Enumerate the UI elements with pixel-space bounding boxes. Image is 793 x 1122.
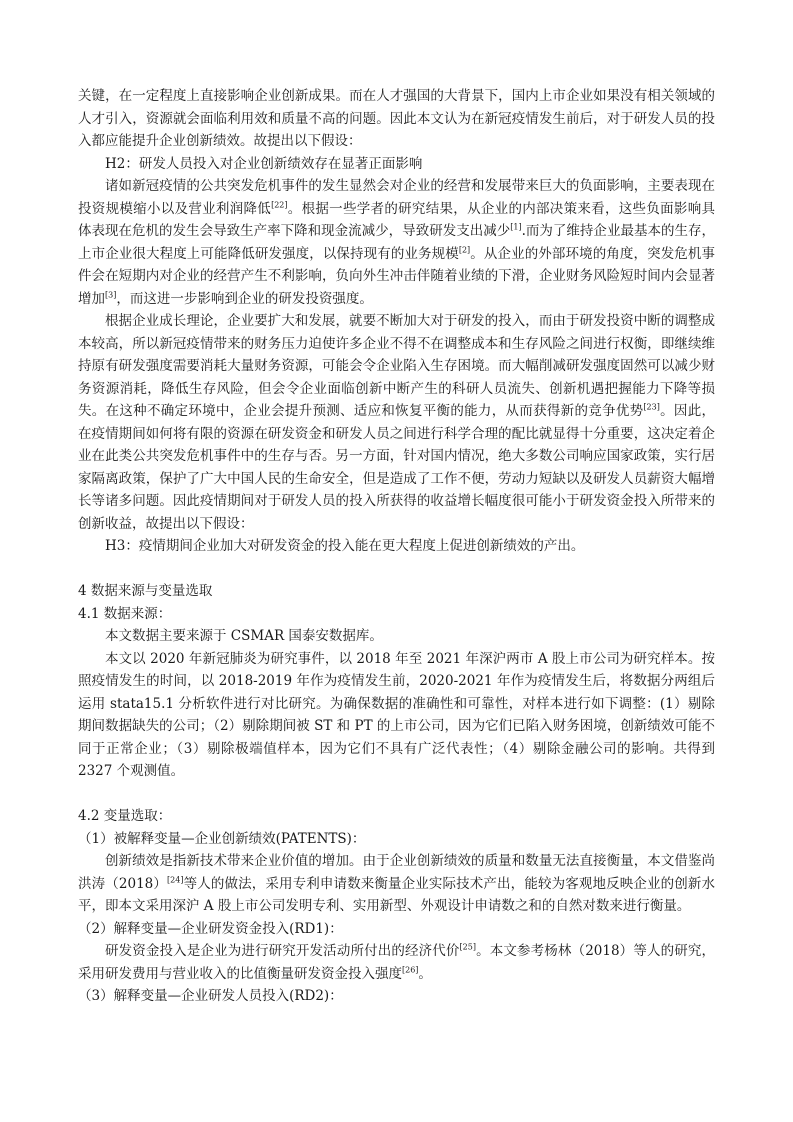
- citation: [24]: [167, 875, 184, 884]
- citation: [22]: [271, 200, 288, 209]
- paragraph-innovation-performance: [78, 850, 715, 918]
- variable-heading-1: （1）被解释变量—企业创新绩效(PATENTS)：: [78, 830, 366, 847]
- text: 研发资金投入是企业为进行研究开发活动所付出的经济代价: [105, 943, 460, 959]
- spacer: [78, 783, 715, 806]
- paragraph-continuation: [78, 85, 715, 153]
- citation: [25]: [459, 942, 476, 952]
- subsection-heading-4-1: 4.1 数据来源：: [78, 605, 172, 622]
- citation: [2]: [458, 245, 471, 254]
- text: ，而这进一步影响到企业的研发投资强度。: [116, 290, 373, 307]
- text: 关键，在一定程度上直接影响企业创新成果。而在人才强国的大背景下，国内上市企业如果没有相关领域的人才引入，资源就会面临利用效和质量不高的问题。因此本文认为在新冠疫情发生前后，对于研发人员的投入都应能提升企业创新绩效。故提出以下假设：: [78, 88, 715, 149]
- section-heading-4: 4 数据来源与变量选取: [78, 583, 213, 599]
- hypothesis-h2: H2：研发人员投入对企业创新绩效存在显著正面影响: [105, 155, 423, 172]
- variable-heading-2: （2）解释变量—企业研发资金投入(RD1)：: [78, 920, 343, 937]
- citation: [3]: [105, 290, 117, 299]
- text: 。: [418, 965, 432, 982]
- text: 。从企业的外部环境的角度，突发危机事件会在短期内对企业的经营产生不利影响，负向外生冲击伴随着业绩的下滑，企业财务风险短时间内会显著增加: [78, 245, 716, 307]
- text: 创新绩效是指新技术带来企业价值的增加。由于企业创新绩效的质量和数量无法直接衡量，本文借鉴尚洪涛（2018）: [78, 853, 715, 892]
- paragraph-sample: 本文以 2020 年新冠肺炎为研究事件，以 2018 年至 2021 年深沪两市 A 股上市公司为研究样本。按照疫情发生的时间，以 2018-2019 年作为疫情发生前，2020-2021 年作为疫情发生后，将数据分两组后运用 stata15.1 分析软件进行对比研究。为确保数据的准确性和可靠性，对样本进行如下调整：(1）剔除期间数据缺失的公司；（2）剔除期间被 ST 和 PT 的上市公司，因为它们已陷入财务困境，创新绩效可能不同于正常企业；（3）剔除极端值样本，因为它们不具有广泛代表性；（4）剔除金融公司的影响。共得到 2327 个观测值。: [78, 650, 715, 779]
- text: 。根据一些学者的研究结果，从企业的内部决策来看，这些负面影响具体表现在危机的发生会导致生产率下降和现金流减少，导致研发支出减少: [78, 200, 716, 239]
- text: 等人的做法，采用专利申请数来衡量企业实际技术产出，能较为客观地反映企业的创新水平，即本文采用深沪 A 股上市公司发明专利、实用新型、外观设计申请数之和的自然对数来进行衡量。: [78, 875, 716, 914]
- text: 诸如新冠疫情的公共突发危机事件的发生显然会对企业的经营和发展带来巨大的负面影响，主要表现在投资规模缩小以及营业利润降低: [78, 178, 715, 217]
- subsection-heading-4-2: 4.2 变量选取：: [78, 808, 172, 824]
- variable-heading-3: （3）解释变量—企业研发人员投入(RD2)：: [78, 988, 343, 1004]
- paragraph-rd-funding: [78, 940, 715, 985]
- paragraph-crisis-impact: [78, 175, 715, 310]
- paragraph-growth-theory: [78, 310, 715, 535]
- text: 根据企业成长理论，企业要扩大和发展，就要不断加大对于研发的投入，而由于研发投资中断的调整成本较高，所以新冠疫情带来的财务压力迫使许多企业不得不在调整成本和生存风险之间进行权衡，即继续维持原有研发强度需要消耗大量财务资源，可能会令企业陷入生存困境。而大幅削减研发强度固然可以减少财务资源消耗，降低生存风险，但会令企业面临创新中断产生的科研人员流失、创新机遇把握能力下降等损失。在这种不确定环境中，企业会提升预测、适应和恢复平衡的能力，从而获得新的竞争优势: [78, 313, 715, 419]
- text: 。本文参考杨林（2018）等人的研究，采用研发费用与营业收入的比值衡量研发资金投入强度: [78, 943, 716, 982]
- citation: [1]: [510, 222, 522, 232]
- document-body: [78, 85, 715, 1008]
- text: .而为了维持企业最基本的生存，上市企业很大程度上可能降低研发强度，以保持现有的业务规模: [78, 223, 715, 262]
- hypothesis-h3: H3：疫情期间企业加大对研发资金的投入能在更大程度上促进创新绩效的产出。: [105, 538, 585, 554]
- citation: [26]: [402, 965, 419, 974]
- paragraph-data-source: 本文数据主要来源于 CSMAR 国泰安数据库。: [105, 628, 383, 644]
- spacer: [78, 558, 715, 581]
- text: 。因此，在疫情期间如何将有限的资源在研发资金和研发人员之间进行科学合理的配比就显得十分重要，这决定着企业在此类公共突发危机事件中的生存与否。另一方面，针对国内情况，绝大多数公司响应国家政策，实行居家隔离政策，保护了广大中国人民的生命安全，但是造成了工作不便，劳动力短缺以及研发人员薪资大幅增长等诸多问题。因此疫情期间对于研发人员的投入所获得的收益增长幅度很可能小于研发资金投入所带来的创新收益，故提出以下假设：: [78, 403, 716, 532]
- citation: [23]: [643, 402, 660, 412]
